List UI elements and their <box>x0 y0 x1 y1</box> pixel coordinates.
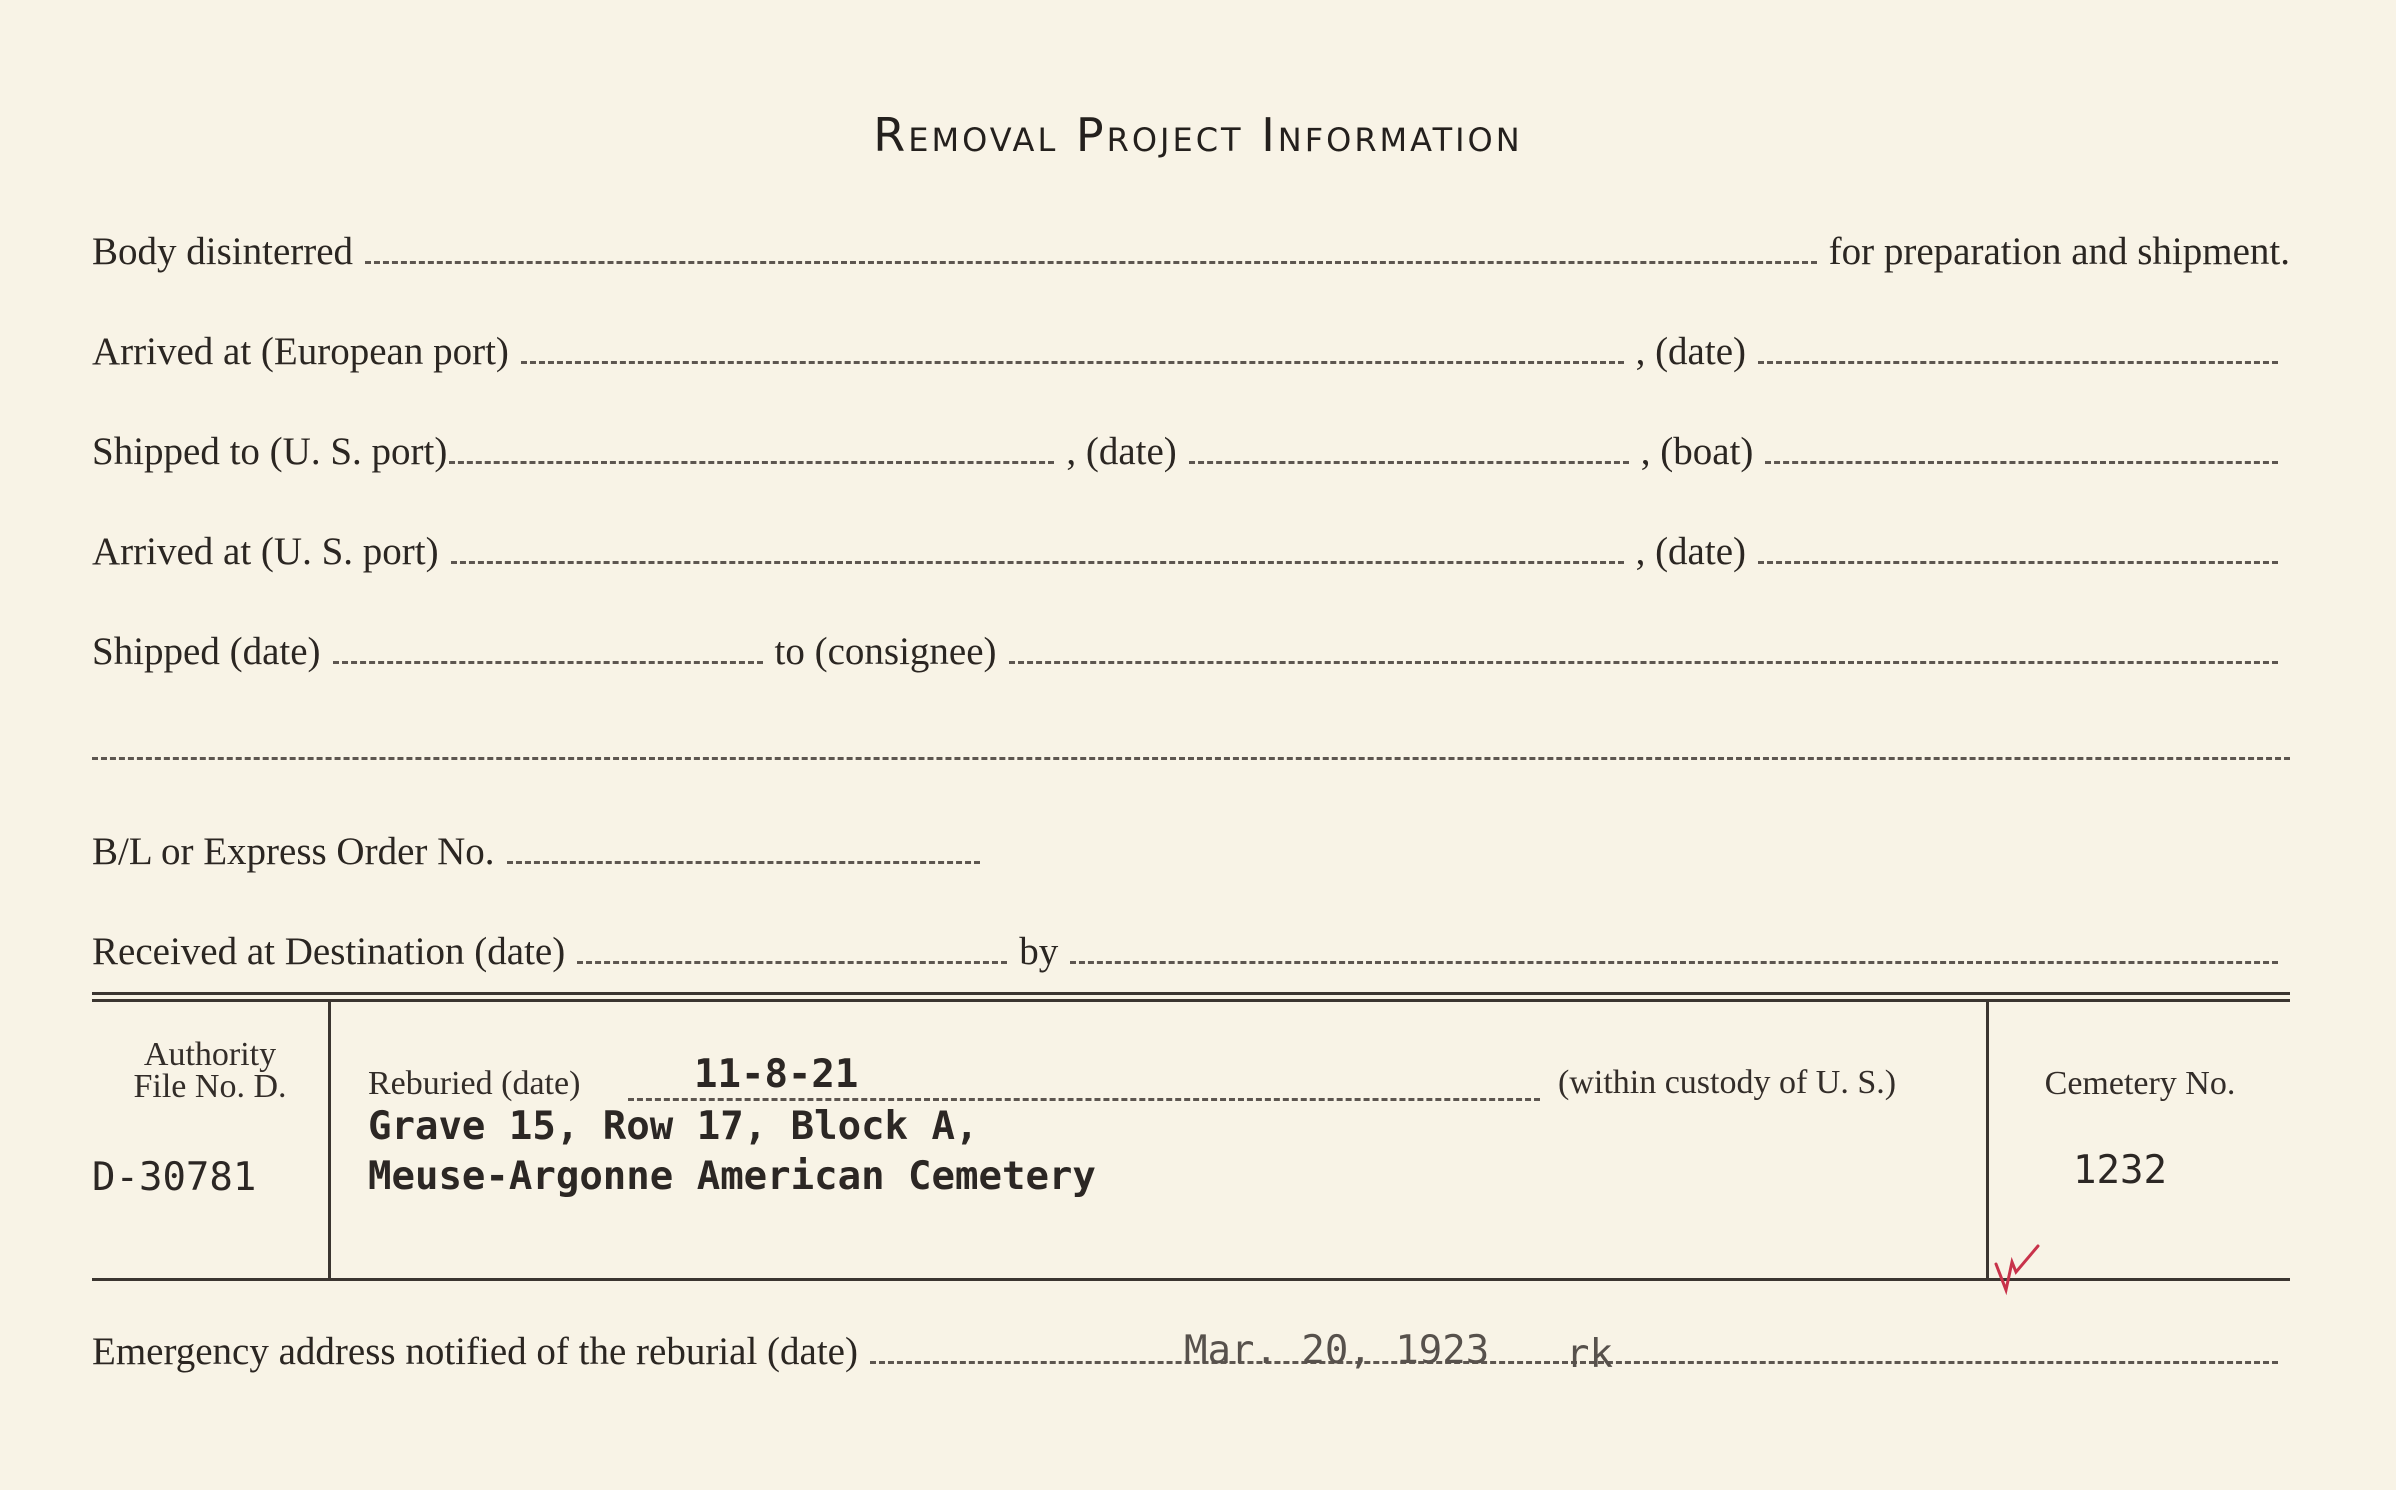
label-received-destination: Received at Destination (date) <box>92 930 566 973</box>
label-european-date: , (date) <box>1635 330 1746 373</box>
grave-location-line-1: Grave 15, Row 17, Block A, <box>368 1104 979 1149</box>
blank-shipped-date <box>1189 461 1629 464</box>
box-bottom-rule <box>92 1278 2290 1281</box>
cemetery-number: 1232 <box>2073 1148 2167 1193</box>
reburied-date: 11-8-21 <box>694 1052 859 1097</box>
blank-consignee-continued <box>92 757 2290 760</box>
label-by: by <box>1019 930 1059 973</box>
authority-file-number: D-30781 <box>92 1155 257 1200</box>
label-boat: , (boat) <box>1640 430 1754 473</box>
blank-body-disinterred <box>365 261 1817 264</box>
row-shipped-us <box>92 428 2290 476</box>
blank-received-by <box>1070 961 2278 964</box>
label-body-disinterred: Body disinterred <box>92 230 354 273</box>
blank-received-date <box>577 961 1007 964</box>
authority-label-1: Authority <box>143 1036 277 1073</box>
label-arrived-european: Arrived at (European port) <box>92 330 509 373</box>
blank-european-port <box>521 361 1624 364</box>
cemetery-label: Cemetery No. <box>2044 1065 2236 1102</box>
row-shipped-consignee <box>92 628 2290 676</box>
row-body-disinterred <box>92 228 2290 276</box>
label-shipped-date: , (date) <box>1066 430 1177 473</box>
box-top-rule <box>92 992 2290 995</box>
reburied-label: Reburied (date) <box>368 1065 581 1102</box>
blank-european-date <box>1758 361 2278 364</box>
authority-label-2: File No. D. <box>133 1068 287 1105</box>
row-bl-order <box>92 828 992 876</box>
row-arrived-european <box>92 328 2290 376</box>
check-mark-icon <box>1990 1242 2050 1302</box>
blank-arrived-us <box>451 561 1624 564</box>
label-for-preparation: for preparation and shipment. <box>1828 230 2290 273</box>
label-shipped-date2: Shipped (date) <box>92 630 321 673</box>
emergency-initials: rk <box>1566 1332 1613 1377</box>
custody-note: (within custody of U. S.) <box>1558 1064 1897 1101</box>
row-arrived-us <box>92 528 2290 576</box>
card-title: Removal Project Information <box>873 108 1523 162</box>
label-arrived-us-date: , (date) <box>1635 530 1746 573</box>
blank-arrived-us-date <box>1758 561 2278 564</box>
label-emergency: Emergency address notified of the reburial (date) <box>92 1330 858 1373</box>
label-arrived-us: Arrived at (U. S. port) <box>92 530 439 573</box>
label-to-consignee: to (consignee) <box>774 630 997 673</box>
blank-boat <box>1765 461 2278 464</box>
grave-location-line-2: Meuse-Argonne American Cemetery <box>368 1154 1096 1199</box>
box-divider-left <box>328 1002 331 1278</box>
blank-us-port <box>449 461 1054 464</box>
blank-consignee <box>1009 661 2278 664</box>
row-received-destination <box>92 928 2290 976</box>
emergency-date: Mar. 20, 1923 <box>1184 1328 1490 1373</box>
box-top-rule-double <box>92 999 2290 1002</box>
blank-reburied-date <box>628 1098 1540 1101</box>
blank-bl-order <box>507 861 980 864</box>
box-divider-right <box>1986 1002 1989 1278</box>
blank-shipped-date2 <box>333 661 763 664</box>
label-bl-order: B/L or Express Order No. <box>92 830 495 873</box>
label-shipped-us: Shipped to (U. S. port) <box>92 430 448 473</box>
